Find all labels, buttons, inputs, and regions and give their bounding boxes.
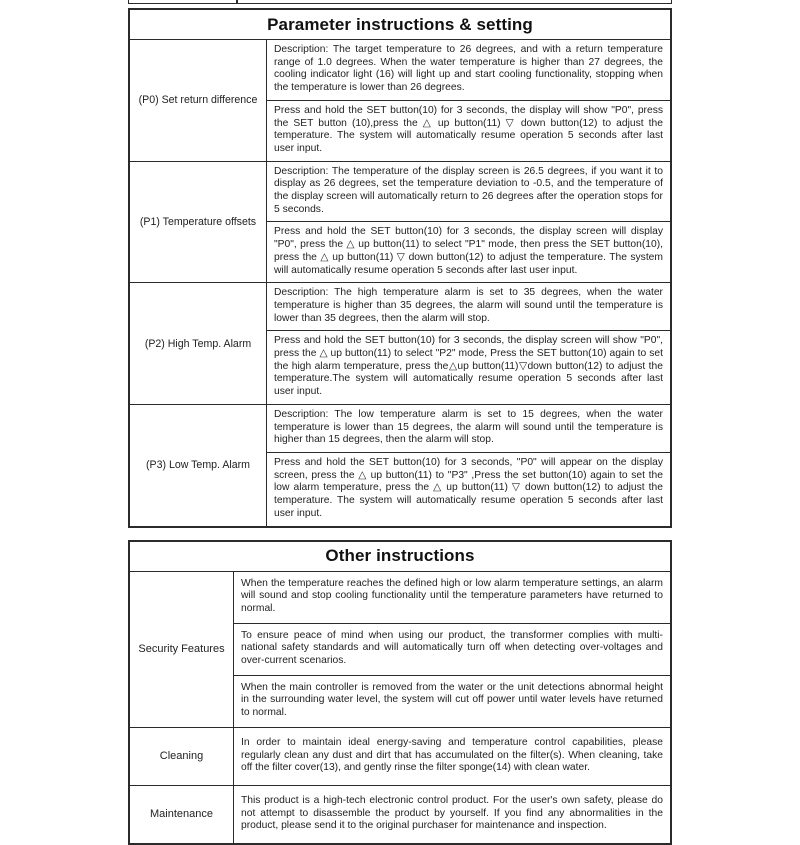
param-row-p1	[130, 162, 670, 284]
param-setting-p1: Press and hold the SET button(10) for 3 seconds, the display screen will display "P0", press the △ up button(11) to select "P1" mode, then press the SET button(10), press the △ up button(11) ▽ down button(12) to adjust the temperature. The system will automatically resume operation 5 seconds after last user input.	[267, 222, 670, 282]
security-cell-alarm: When the temperature reaches the defined high or low alarm temperature settings, an alarm will sound and stop cooling functionality until the temperature parameters have returned to normal.	[234, 572, 670, 624]
other-instructions-table	[128, 540, 672, 845]
param-setting-p3: Press and hold the SET button(10) for 3 seconds, "P0" will appear on the display screen, press the △ up button(11) to "P3" ,Press the set button(10) again to set the low alarm temperature, press the △ up button(11) ▽ down button(12) to adjust the temperature. The system will automatically resume operation 5 seconds after last user input.	[267, 453, 670, 526]
param-row-p3	[130, 405, 670, 526]
other-table-title: Other instructions	[130, 542, 670, 572]
param-row-p2	[130, 283, 670, 405]
maintenance-cell: This product is a high-tech electronic control product. For the user's own safety, please do not attempt to disassemble the product by yourself. If you find any abnormalities in the product, please send it to the original purchaser for maintenance and inspection.	[234, 786, 670, 843]
security-cell-transformer: To ensure peace of mind when using our product, the transformer complies with multi-national safety standards and will automatically turn off when detecting over-voltages and over-current scenarios.	[234, 624, 670, 676]
param-label-p2: (P2) High Temp. Alarm	[130, 283, 267, 404]
other-content-cleaning	[234, 728, 670, 785]
param-description-p2: Description: The high temperature alarm is set to 35 degrees, when the water temperature is higher than 35 degrees, the alarm will sound until the temperature is lower than 35 degrees, then the alarm will stop.	[267, 283, 670, 331]
param-content-p2	[267, 283, 670, 404]
other-label-cleaning: Cleaning	[130, 728, 234, 785]
previous-table-column-divider	[236, 0, 238, 3]
param-content-p3	[267, 405, 670, 526]
param-description-p1: Description: The temperature of the display screen is 26.5 degrees, if you want it to display as 26 degrees, set the temperature deviation to -0.5, and the temperature of the display screen will automatically return to 26 degrees after the operation stops for 5 seconds.	[267, 162, 670, 223]
param-label-p3: (P3) Low Temp. Alarm	[130, 405, 267, 526]
other-row-maintenance	[130, 786, 670, 843]
param-label-p0: (P0) Set return difference	[130, 40, 267, 161]
other-label-security-features: Security Features	[130, 572, 234, 727]
param-description-p0: Description: The target temperature to 26 degrees, and with a return temperature range of 1.0 degrees. When the water temperature is higher than 27 degrees, the cooling indicator light (16) will light up and start cooling functionality, stopping when the temperature is lower than 26 degrees.	[267, 40, 670, 101]
other-content-security	[234, 572, 670, 727]
param-setting-p0: Press and hold the SET button(10) for 3 seconds, the display will show "P0", press the SET button (10),press the △ up button(11) ▽ down button(12) to adjust the temperature. The system will automatically resume operation 5 seconds after last user input.	[267, 101, 670, 161]
page-content	[128, 0, 672, 845]
param-content-p1	[267, 162, 670, 283]
security-cell-water-level: When the main controller is removed from the water or the unit detections abnormal height in the surrounding water level, the system will cut off power until water levels have returned to normal.	[234, 676, 670, 727]
other-label-maintenance: Maintenance	[130, 786, 234, 843]
param-content-p0	[267, 40, 670, 161]
param-setting-p2: Press and hold the SET button(10) for 3 seconds, the display screen will show "P0", press the △ up button(11) to select "P2" mode, Press the SET button(10) again to set the high alarm temperature, press the△up button(11)▽down button(12) to adjust the temperature.The system will automatically resume operation 5 seconds after last user input.	[267, 331, 670, 404]
param-label-p1: (P1) Temperature offsets	[130, 162, 267, 283]
param-description-p3: Description: The low temperature alarm is set to 15 degrees, when the water temperature is lower than 15 degrees, the alarm will sound until the temperature is higher than 15 degrees, then the alarm will stop.	[267, 405, 670, 453]
other-content-maintenance	[234, 786, 670, 843]
other-row-security	[130, 572, 670, 728]
other-row-cleaning	[130, 728, 670, 786]
parameter-table-title: Parameter instructions & setting	[130, 10, 670, 40]
parameter-instructions-table	[128, 8, 672, 528]
cleaning-cell: In order to maintain ideal energy-saving and temperature control capabilities, please regularly clean any dust and dirt that has accumulated on the filter(s). When cleaning, take off the filter cover(13), and gently rinse the filter sponge(14) with clean water.	[234, 728, 670, 785]
previous-table-bottom-edge	[128, 0, 672, 4]
param-row-p0	[130, 40, 670, 162]
